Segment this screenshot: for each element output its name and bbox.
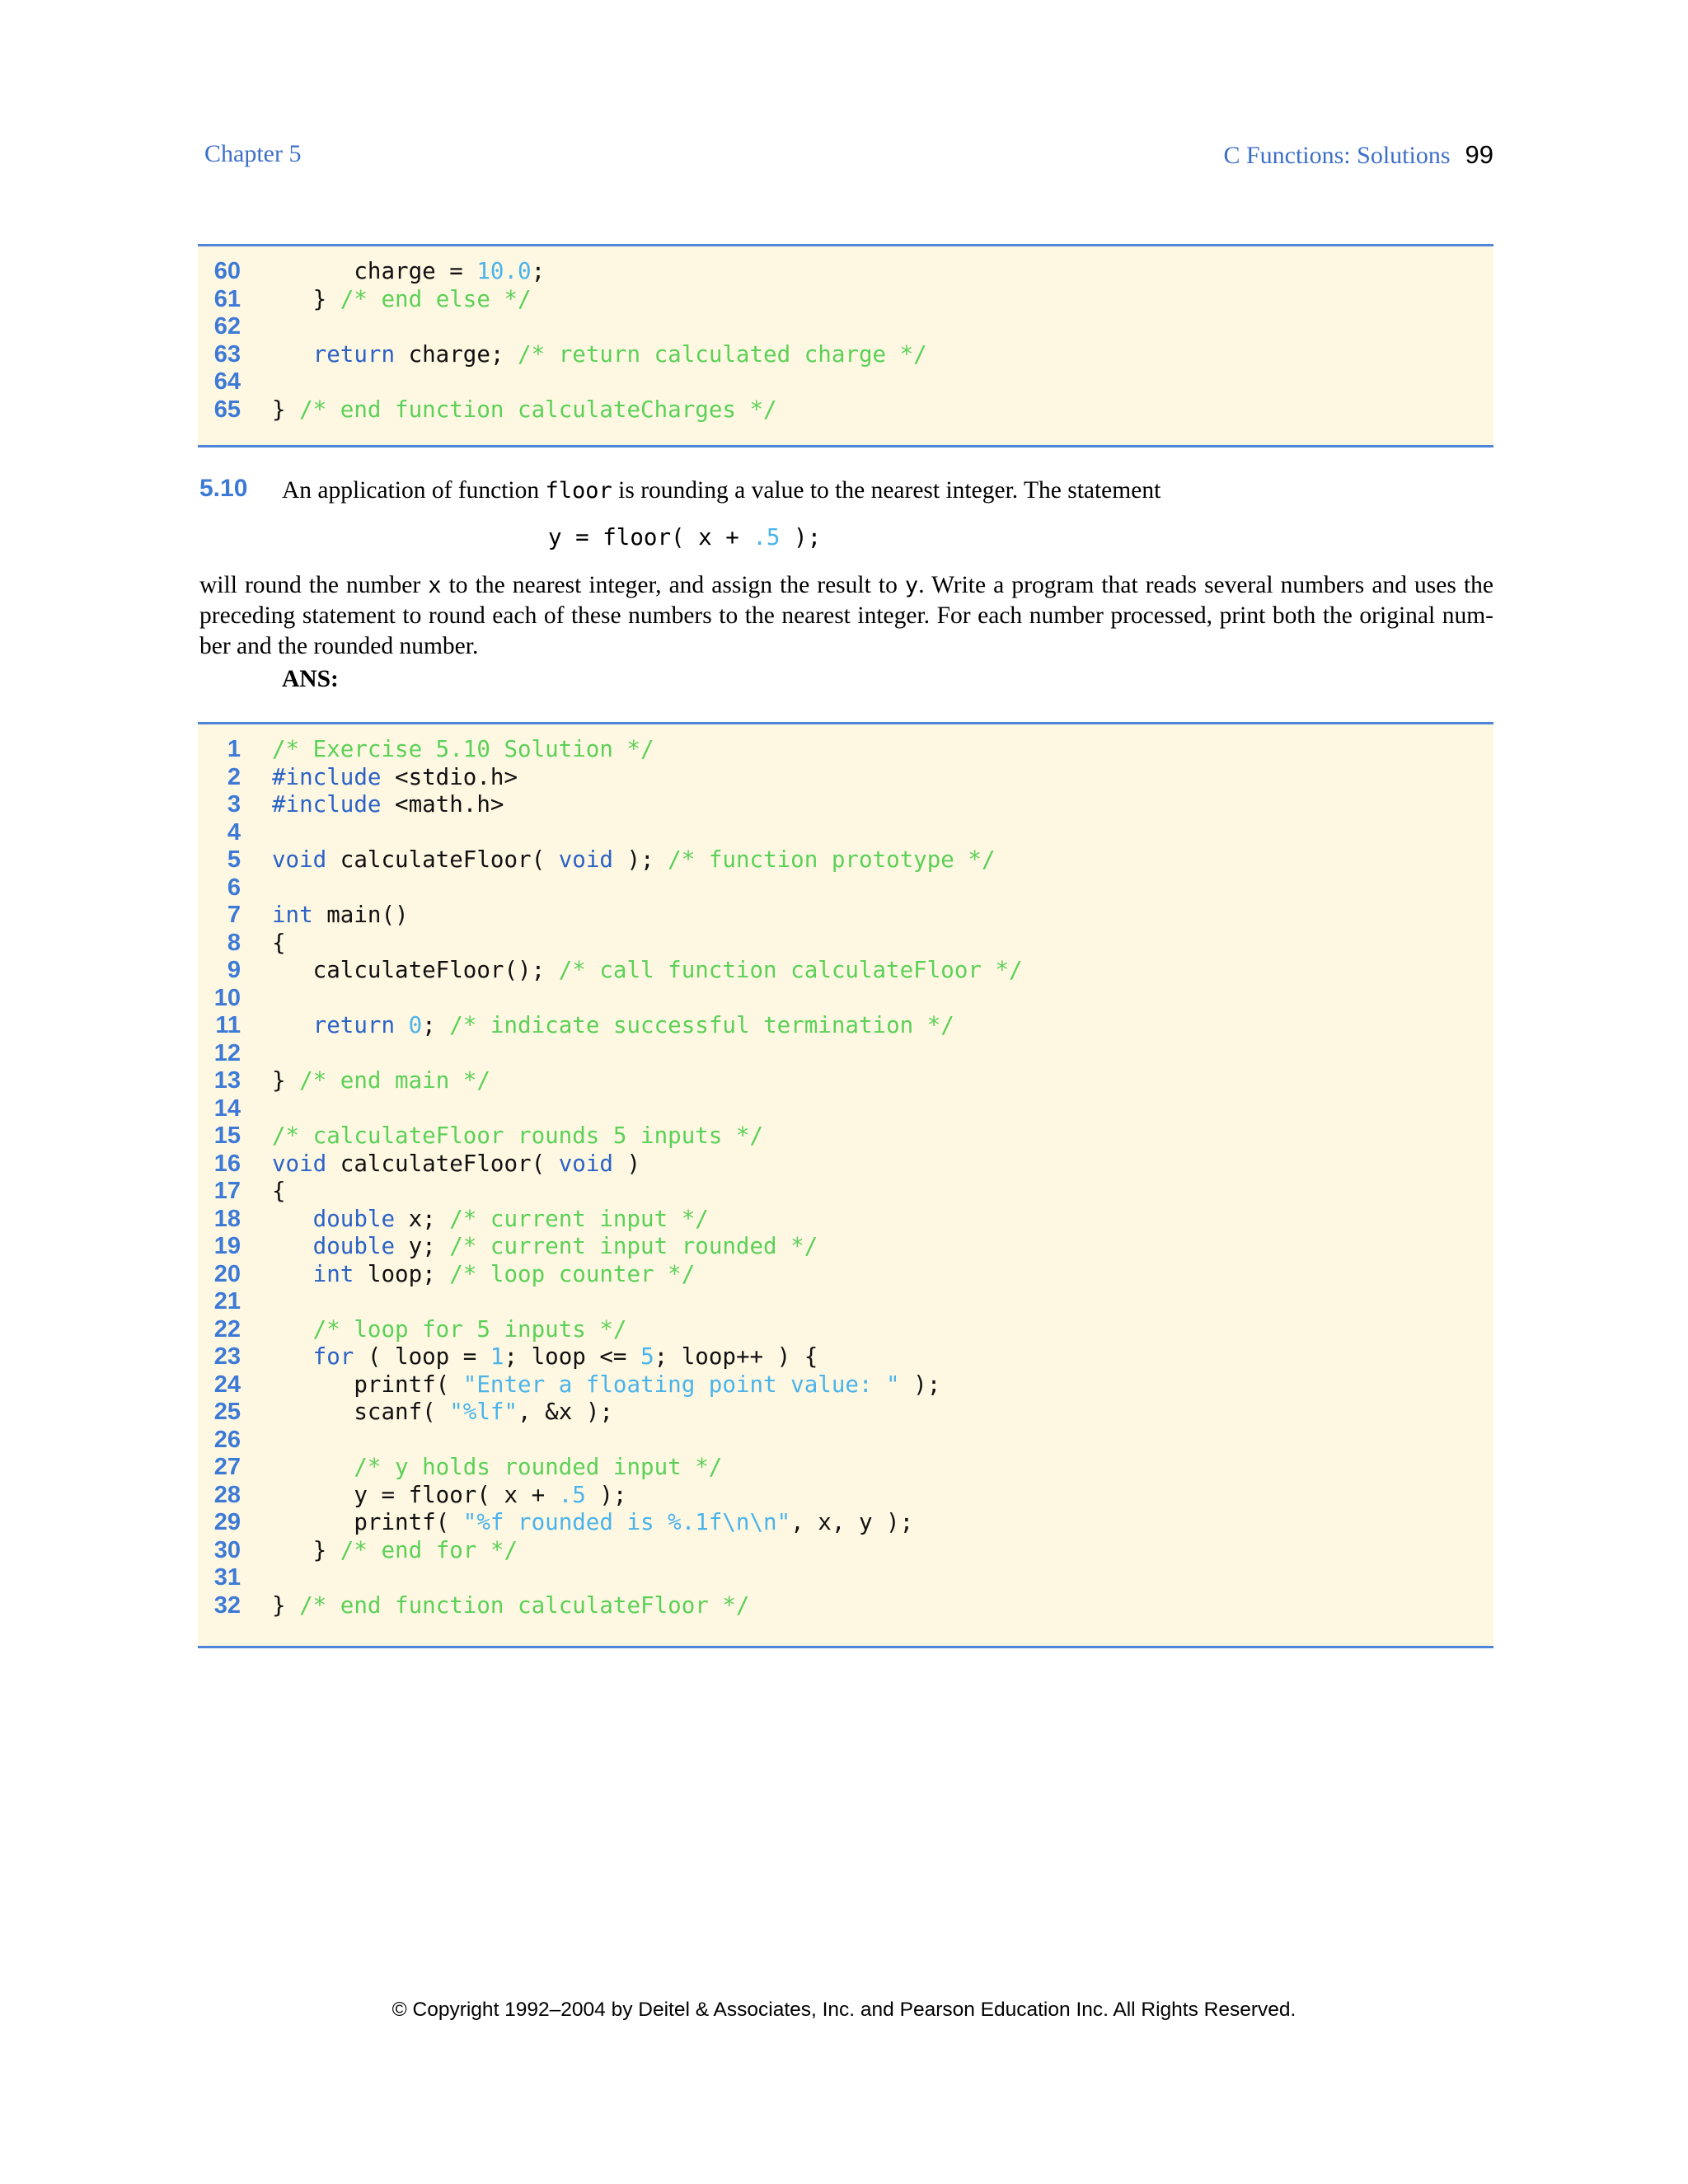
code-line: [198, 819, 1493, 847]
code-text: void calculateFloor( void ): [272, 1150, 641, 1177]
code-text: printf( "Enter a floating point value: " );: [272, 1371, 941, 1398]
line-number: 5: [227, 846, 241, 873]
line-number: 25: [213, 1399, 241, 1425]
code-text: int main(): [272, 902, 409, 928]
line-number: 11: [215, 1012, 241, 1038]
line-number: 60: [213, 258, 241, 284]
code-line: [198, 286, 1493, 314]
code-line: [198, 985, 1493, 1013]
code-line: [198, 1206, 1493, 1234]
code-line: [198, 1233, 1493, 1261]
code-line: [198, 1371, 1493, 1399]
line-number: 6: [227, 874, 241, 901]
code-text: void calculateFloor( void ); /* function prototype */: [272, 846, 996, 873]
copyright-footer: © Copyright 1992–2004 by Deitel & Associates, Inc. and Pearson Education Inc. All Rights Reserved.: [392, 1999, 1296, 2021]
code-text: y = floor( x + .5 );: [272, 1481, 627, 1508]
code-text: int loop; /* loop counter */: [272, 1260, 696, 1287]
exercise-description: will round the number x to the nearest integer, and assign the result to y. Write a program that reads several numbers and uses the preceding statement to round each of these numbers to the nearest integer. For each number processed, print both the original num-ber and the rounded number.: [199, 572, 1493, 659]
exercise-intro: An application of function floor is rounding a value to the nearest integer. The statement: [282, 477, 1161, 504]
code-text: } /* end main */: [272, 1067, 490, 1094]
code-text: charge = 10.0;: [272, 258, 546, 284]
line-number: 20: [213, 1260, 241, 1287]
code-line: [198, 1454, 1493, 1482]
section-title: C Functions: Solutions: [1223, 142, 1451, 169]
line-number: 18: [213, 1205, 241, 1232]
line-number: 62: [213, 313, 241, 340]
code-line: [198, 368, 1493, 396]
line-number: 13: [213, 1067, 241, 1094]
line-number: 24: [213, 1371, 241, 1398]
code-line: [198, 1427, 1493, 1455]
header-right: [1223, 140, 1493, 170]
code-text: {: [272, 1178, 286, 1204]
line-number: 16: [213, 1150, 241, 1177]
code-text: for ( loop = 1; loop <= 5; loop++ ) {: [272, 1343, 818, 1370]
line-number: 12: [213, 1039, 241, 1066]
code-text: {: [272, 929, 286, 956]
code-line: [198, 1537, 1493, 1565]
line-number: 2: [227, 763, 241, 790]
code-line: [198, 1151, 1493, 1179]
line-number: 10: [213, 984, 241, 1011]
line-number: 23: [213, 1343, 241, 1370]
code-line: [198, 1592, 1493, 1620]
code-text: #include <math.h>: [272, 791, 504, 818]
code-line: [198, 1178, 1493, 1206]
code-line: [198, 736, 1493, 764]
code-line: [198, 764, 1493, 792]
line-number: 32: [213, 1591, 241, 1619]
code-text: } /* end else */: [272, 285, 532, 312]
page-header: [203, 140, 1493, 178]
code-line: [198, 1095, 1493, 1123]
code-text: /* calculateFloor rounds 5 inputs */: [272, 1122, 764, 1149]
line-number: 1: [227, 736, 241, 762]
line-number: 8: [227, 929, 241, 956]
line-number: 27: [213, 1454, 241, 1480]
code-line: [198, 313, 1493, 341]
code-line: [198, 341, 1493, 369]
code-text: /* loop for 5 inputs */: [272, 1315, 627, 1343]
code-line: [198, 1261, 1493, 1289]
line-number: 17: [213, 1178, 241, 1204]
code-line: [198, 1288, 1493, 1316]
code-line: [198, 957, 1493, 985]
line-number: 14: [213, 1094, 241, 1122]
chapter-label: Chapter 5: [204, 140, 302, 167]
code-line: [198, 1012, 1493, 1040]
code-line: [198, 258, 1493, 286]
code-text: /* y holds rounded input */: [272, 1454, 723, 1480]
code-line: [198, 1122, 1493, 1151]
code-line: [198, 902, 1493, 930]
line-number: 26: [213, 1426, 241, 1453]
line-number: 15: [213, 1122, 241, 1149]
code-text: scanf( "%lf", &x );: [272, 1399, 613, 1425]
line-number: 22: [213, 1315, 241, 1343]
line-number: 9: [227, 957, 241, 983]
code-line: [198, 1343, 1493, 1371]
code-line: [198, 930, 1493, 958]
code-line: [198, 1564, 1493, 1592]
code-line: [198, 1316, 1493, 1344]
code-line: [198, 1399, 1493, 1427]
code-statement: y = floor( x + .5 );: [548, 524, 822, 551]
line-number: 63: [213, 340, 241, 368]
line-number: 64: [213, 368, 241, 395]
line-number: 7: [227, 902, 241, 928]
code-line: [198, 1509, 1493, 1537]
code-line: [198, 1067, 1493, 1095]
line-number: 29: [213, 1509, 241, 1535]
code-line: [198, 791, 1493, 819]
code-listing-continued: [198, 244, 1493, 448]
inline-code: floor: [545, 478, 612, 504]
code-text: } /* end function calculateFloor */: [272, 1591, 750, 1619]
code-line: [198, 1482, 1493, 1510]
code-line: [198, 874, 1493, 902]
line-number: 30: [213, 1536, 241, 1563]
exercise-number: 5.10: [199, 475, 248, 502]
code-text: return charge; /* return calculated charge */: [272, 340, 927, 368]
line-number: 65: [213, 396, 241, 423]
line-number: 31: [213, 1564, 241, 1591]
code-line: [198, 1040, 1493, 1068]
code-text: printf( "%f rounded is %.1f\n\n", x, y );: [272, 1509, 914, 1535]
exercise-5-10: [198, 475, 1493, 705]
code-text: return 0; /* indicate successful termination */: [272, 1012, 954, 1038]
code-listing-solution: [198, 722, 1493, 1648]
line-number: 3: [227, 791, 241, 818]
code-line: [198, 846, 1493, 874]
line-number: 21: [213, 1288, 241, 1315]
line-number: 19: [213, 1233, 241, 1259]
code-text: } /* end function calculateCharges */: [272, 396, 777, 423]
line-number: 4: [227, 818, 241, 846]
line-number: 61: [213, 285, 241, 312]
code-text: calculateFloor(); /* call function calculateFloor */: [272, 957, 1023, 983]
code-text: #include <stdio.h>: [272, 763, 518, 790]
code-line: [198, 396, 1493, 424]
code-text: /* Exercise 5.10 Solution */: [272, 736, 654, 762]
code-text: } /* end for */: [272, 1536, 518, 1563]
code-text: double y; /* current input rounded */: [272, 1233, 818, 1259]
answer-label: ANS:: [282, 666, 339, 692]
page-number: 99: [1465, 140, 1493, 169]
line-number: 28: [213, 1481, 241, 1508]
code-text: double x; /* current input */: [272, 1205, 709, 1232]
